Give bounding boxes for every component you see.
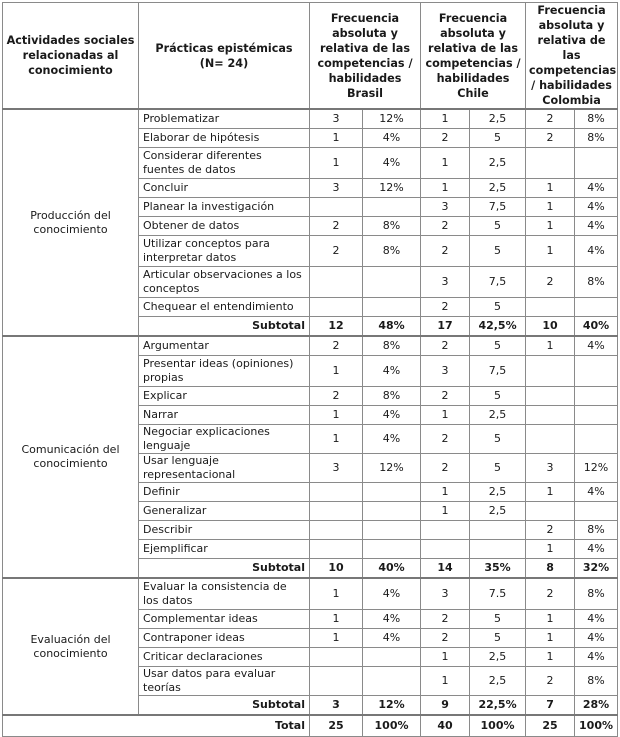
value-cell-co-rel: 12%	[575, 454, 618, 483]
value-cell-cl-abs: 2	[421, 129, 470, 148]
value-cell-co-abs: 1	[526, 198, 575, 217]
value-cell-br-abs: 1	[310, 610, 363, 629]
value-cell-br-abs: 3	[310, 454, 363, 483]
subtotal-co-rel: 32%	[575, 559, 618, 579]
practice-cell: Utilizar conceptos para interpretar datos	[139, 236, 310, 267]
subtotal-br-rel: 12%	[363, 696, 421, 716]
subtotal-label: Subtotal	[139, 696, 310, 716]
value-cell-br-abs: 1	[310, 425, 363, 454]
value-cell-br-rel: 12%	[363, 179, 421, 198]
value-cell-br-rel: 4%	[363, 578, 421, 610]
subtotal-cl-rel: 35%	[470, 559, 526, 579]
value-cell-cl-abs	[421, 521, 470, 540]
value-cell-cl-rel	[470, 540, 526, 559]
value-cell-cl-abs: 3	[421, 356, 470, 387]
subtotal-label: Subtotal	[139, 559, 310, 579]
value-cell-br-abs	[310, 267, 363, 298]
competencies-frequency-table	[2, 2, 618, 737]
value-cell-cl-rel	[470, 521, 526, 540]
value-cell-co-abs: 1	[526, 648, 575, 667]
value-cell-br-abs	[310, 540, 363, 559]
value-cell-cl-abs: 2	[421, 336, 470, 356]
value-cell-br-rel: 12%	[363, 454, 421, 483]
value-cell-co-rel: 4%	[575, 648, 618, 667]
value-cell-cl-rel: 5	[470, 610, 526, 629]
practice-cell: Planear la investigación	[139, 198, 310, 217]
value-cell-co-abs: 2	[526, 521, 575, 540]
header-brasil: Frecuencia absoluta y relativa de las competencias / habilidades Brasil	[310, 3, 421, 110]
value-cell-cl-rel: 7,5	[470, 267, 526, 298]
value-cell-br-abs	[310, 648, 363, 667]
value-cell-co-abs	[526, 356, 575, 387]
value-cell-br-abs: 1	[310, 629, 363, 648]
header-colombia: Frecuencia absoluta y relativa de las competencias / habilidades Colombia	[526, 3, 618, 110]
value-cell-co-abs	[526, 502, 575, 521]
value-cell-br-rel: 4%	[363, 406, 421, 425]
value-cell-co-rel: 8%	[575, 109, 618, 129]
value-cell-cl-abs: 3	[421, 267, 470, 298]
value-cell-cl-rel: 2,5	[470, 667, 526, 696]
value-cell-cl-abs: 2	[421, 387, 470, 406]
practice-cell: Usar datos para evaluar teorías	[139, 667, 310, 696]
value-cell-br-abs	[310, 298, 363, 317]
value-cell-cl-rel: 2,5	[470, 648, 526, 667]
value-cell-co-rel: 4%	[575, 198, 618, 217]
practice-cell: Problematizar	[139, 109, 310, 129]
value-cell-br-abs: 3	[310, 179, 363, 198]
total-cl-rel: 100%	[470, 715, 526, 737]
value-cell-cl-rel: 5	[470, 336, 526, 356]
value-cell-co-rel	[575, 502, 618, 521]
value-cell-co-rel: 8%	[575, 578, 618, 610]
total-cl-abs: 40	[421, 715, 470, 737]
value-cell-br-abs: 3	[310, 109, 363, 129]
value-cell-cl-abs: 2	[421, 425, 470, 454]
subtotal-cl-abs: 9	[421, 696, 470, 716]
value-cell-br-rel	[363, 521, 421, 540]
value-cell-cl-rel: 5	[470, 129, 526, 148]
value-cell-cl-abs: 1	[421, 179, 470, 198]
total-co-rel: 100%	[575, 715, 618, 737]
value-cell-co-abs	[526, 406, 575, 425]
value-cell-co-abs	[526, 148, 575, 179]
value-cell-co-rel	[575, 406, 618, 425]
practice-cell: Complementar ideas	[139, 610, 310, 629]
value-cell-br-abs: 1	[310, 356, 363, 387]
value-cell-co-rel	[575, 298, 618, 317]
value-cell-cl-abs: 2	[421, 217, 470, 236]
practice-cell: Obtener de datos	[139, 217, 310, 236]
value-cell-br-abs: 2	[310, 336, 363, 356]
value-cell-co-rel: 4%	[575, 217, 618, 236]
table-body	[3, 109, 618, 737]
practice-cell: Elaborar de hipótesis	[139, 129, 310, 148]
total-label: Total	[3, 715, 310, 737]
table-row	[3, 578, 618, 610]
value-cell-co-abs: 1	[526, 217, 575, 236]
practice-cell: Argumentar	[139, 336, 310, 356]
value-cell-br-rel: 4%	[363, 148, 421, 179]
practice-cell: Explicar	[139, 387, 310, 406]
value-cell-co-rel: 8%	[575, 521, 618, 540]
value-cell-br-abs: 1	[310, 148, 363, 179]
value-cell-co-rel	[575, 387, 618, 406]
practice-cell: Usar lenguaje representacional	[139, 454, 310, 483]
value-cell-br-rel	[363, 502, 421, 521]
value-cell-cl-abs: 1	[421, 109, 470, 129]
value-cell-co-rel: 8%	[575, 129, 618, 148]
total-co-abs: 25	[526, 715, 575, 737]
value-cell-br-rel	[363, 267, 421, 298]
value-cell-cl-abs: 1	[421, 406, 470, 425]
practice-cell: Considerar diferentes fuentes de datos	[139, 148, 310, 179]
value-cell-br-rel: 12%	[363, 109, 421, 129]
total-br-abs: 25	[310, 715, 363, 737]
value-cell-co-abs: 1	[526, 629, 575, 648]
value-cell-br-rel: 8%	[363, 217, 421, 236]
value-cell-br-rel: 4%	[363, 425, 421, 454]
subtotal-cl-abs: 14	[421, 559, 470, 579]
value-cell-co-abs: 2	[526, 578, 575, 610]
value-cell-co-rel: 4%	[575, 610, 618, 629]
value-cell-br-abs	[310, 198, 363, 217]
value-cell-cl-abs: 1	[421, 648, 470, 667]
header-activity: Actividades sociales relacionadas al conocimiento	[3, 3, 139, 110]
activity-cell: Producción del conocimiento	[3, 109, 139, 336]
value-cell-co-rel: 8%	[575, 267, 618, 298]
table-row	[3, 336, 618, 356]
subtotal-br-abs: 10	[310, 559, 363, 579]
value-cell-cl-abs: 1	[421, 148, 470, 179]
practice-cell: Articular observaciones a los conceptos	[139, 267, 310, 298]
value-cell-cl-rel: 2,5	[470, 148, 526, 179]
value-cell-co-abs: 3	[526, 454, 575, 483]
value-cell-cl-rel: 2,5	[470, 179, 526, 198]
value-cell-cl-abs: 2	[421, 454, 470, 483]
subtotal-cl-rel: 22,5%	[470, 696, 526, 716]
value-cell-br-rel: 4%	[363, 356, 421, 387]
value-cell-co-rel: 4%	[575, 483, 618, 502]
value-cell-br-abs: 2	[310, 217, 363, 236]
practice-cell: Definir	[139, 483, 310, 502]
value-cell-co-abs: 1	[526, 179, 575, 198]
activity-cell: Evaluación del conocimiento	[3, 578, 139, 715]
value-cell-br-rel: 4%	[363, 610, 421, 629]
value-cell-br-rel: 8%	[363, 336, 421, 356]
value-cell-br-rel: 4%	[363, 629, 421, 648]
value-cell-co-abs: 1	[526, 336, 575, 356]
subtotal-br-abs: 3	[310, 696, 363, 716]
value-cell-cl-rel: 7,5	[470, 356, 526, 387]
value-cell-br-rel	[363, 648, 421, 667]
subtotal-co-abs: 10	[526, 317, 575, 337]
practice-cell: Describir	[139, 521, 310, 540]
value-cell-br-rel: 8%	[363, 387, 421, 406]
subtotal-co-abs: 7	[526, 696, 575, 716]
practice-cell: Generalizar	[139, 502, 310, 521]
value-cell-co-rel	[575, 356, 618, 387]
value-cell-br-abs: 2	[310, 236, 363, 267]
value-cell-cl-abs: 3	[421, 578, 470, 610]
value-cell-co-abs: 2	[526, 109, 575, 129]
practice-cell: Chequear el entendimiento	[139, 298, 310, 317]
practice-cell: Concluir	[139, 179, 310, 198]
value-cell-co-rel: 4%	[575, 236, 618, 267]
value-cell-br-abs	[310, 502, 363, 521]
value-cell-cl-rel: 2,5	[470, 483, 526, 502]
table-row	[3, 109, 618, 129]
value-cell-co-rel: 4%	[575, 540, 618, 559]
value-cell-co-rel: 4%	[575, 336, 618, 356]
value-cell-co-abs: 1	[526, 610, 575, 629]
value-cell-co-abs	[526, 425, 575, 454]
value-cell-co-abs	[526, 298, 575, 317]
value-cell-br-abs: 1	[310, 129, 363, 148]
value-cell-cl-rel: 5	[470, 629, 526, 648]
value-cell-br-abs	[310, 667, 363, 696]
value-cell-cl-rel: 5	[470, 454, 526, 483]
value-cell-cl-rel: 7.5	[470, 578, 526, 610]
total-row	[3, 715, 618, 737]
value-cell-br-rel: 8%	[363, 236, 421, 267]
value-cell-co-rel: 4%	[575, 629, 618, 648]
practice-cell: Contraponer ideas	[139, 629, 310, 648]
practice-cell: Evaluar la consistencia de los datos	[139, 578, 310, 610]
value-cell-br-rel	[363, 298, 421, 317]
value-cell-br-rel	[363, 540, 421, 559]
subtotal-co-abs: 8	[526, 559, 575, 579]
value-cell-br-abs	[310, 521, 363, 540]
header-row	[3, 3, 618, 110]
value-cell-co-abs: 1	[526, 483, 575, 502]
subtotal-co-rel: 40%	[575, 317, 618, 337]
value-cell-cl-rel: 2,5	[470, 502, 526, 521]
value-cell-cl-abs: 1	[421, 483, 470, 502]
value-cell-br-rel: 4%	[363, 129, 421, 148]
value-cell-co-rel	[575, 148, 618, 179]
value-cell-cl-abs: 3	[421, 198, 470, 217]
value-cell-br-rel	[363, 667, 421, 696]
value-cell-cl-rel: 5	[470, 425, 526, 454]
value-cell-br-abs: 1	[310, 578, 363, 610]
value-cell-br-abs: 2	[310, 387, 363, 406]
value-cell-cl-abs: 2	[421, 629, 470, 648]
value-cell-co-rel: 8%	[575, 667, 618, 696]
value-cell-br-abs: 1	[310, 406, 363, 425]
value-cell-co-abs: 1	[526, 236, 575, 267]
header-chile: Frecuencia absoluta y relativa de las competencias / habilidades Chile	[421, 3, 526, 110]
subtotal-br-abs: 12	[310, 317, 363, 337]
header-practice: Prácticas epistémicas (N= 24)	[139, 3, 310, 110]
practice-cell: Narrar	[139, 406, 310, 425]
value-cell-co-rel: 4%	[575, 179, 618, 198]
value-cell-co-abs: 2	[526, 129, 575, 148]
value-cell-co-abs: 1	[526, 540, 575, 559]
subtotal-cl-abs: 17	[421, 317, 470, 337]
practice-cell: Presentar ideas (opiniones) propias	[139, 356, 310, 387]
practice-cell: Negociar explicaciones lenguaje	[139, 425, 310, 454]
value-cell-cl-abs: 2	[421, 298, 470, 317]
value-cell-cl-rel: 5	[470, 236, 526, 267]
subtotal-br-rel: 48%	[363, 317, 421, 337]
value-cell-br-rel	[363, 483, 421, 502]
value-cell-cl-rel: 2,5	[470, 406, 526, 425]
value-cell-cl-abs: 1	[421, 667, 470, 696]
value-cell-cl-abs: 2	[421, 236, 470, 267]
value-cell-co-abs: 2	[526, 267, 575, 298]
value-cell-cl-rel: 7,5	[470, 198, 526, 217]
subtotal-br-rel: 40%	[363, 559, 421, 579]
value-cell-cl-abs: 2	[421, 610, 470, 629]
subtotal-co-rel: 28%	[575, 696, 618, 716]
value-cell-br-abs	[310, 483, 363, 502]
practice-cell: Ejemplificar	[139, 540, 310, 559]
value-cell-cl-rel: 2,5	[470, 109, 526, 129]
value-cell-cl-rel: 5	[470, 217, 526, 236]
practice-cell: Criticar declaraciones	[139, 648, 310, 667]
value-cell-co-abs	[526, 387, 575, 406]
value-cell-co-abs: 2	[526, 667, 575, 696]
value-cell-cl-rel: 5	[470, 298, 526, 317]
value-cell-cl-abs	[421, 540, 470, 559]
subtotal-cl-rel: 42,5%	[470, 317, 526, 337]
value-cell-br-rel	[363, 198, 421, 217]
subtotal-label: Subtotal	[139, 317, 310, 337]
value-cell-co-rel	[575, 425, 618, 454]
value-cell-cl-abs: 1	[421, 502, 470, 521]
value-cell-cl-rel: 5	[470, 387, 526, 406]
total-br-rel: 100%	[363, 715, 421, 737]
activity-cell: Comunicación del conocimiento	[3, 336, 139, 578]
